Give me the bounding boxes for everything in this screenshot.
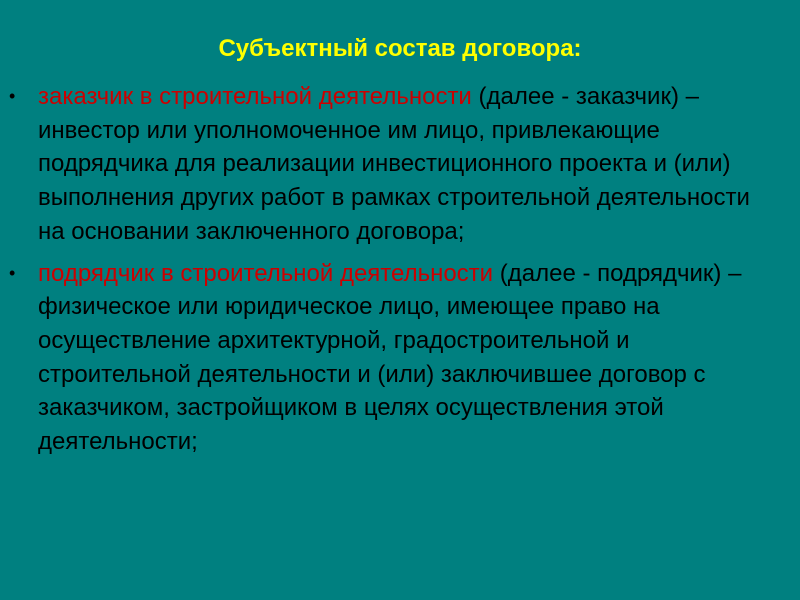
definition-list [0, 80, 800, 467]
slide-title: Субъектный состав договора: [218, 35, 582, 62]
list-item-contractor [0, 257, 800, 459]
term-contractor: подрядчик в строительной деятельности [38, 259, 494, 287]
definition-customer: (далее - заказчик) – инвестор или уполномоченное им лицо, привлекающие подрядчика для реализации инвестиционного проекта и (или) выполнения других работ в рамках строительной деятельности на основании заключенного договора; [38, 83, 750, 245]
definition-contractor: (далее - подрядчик) – физическое или юридическое лицо, имеющее право на осуществление архитектурной, градостроительной и строительной деятельности и (или) заключившее договор с заказчиком, застройщиком в целях осуществления этой деятельности; [38, 259, 742, 456]
bullet-icon: • [9, 262, 16, 283]
bullet-icon: • [9, 86, 16, 106]
list-item-customer [0, 80, 800, 249]
term-customer: заказчик в строительной деятельности [38, 83, 472, 110]
